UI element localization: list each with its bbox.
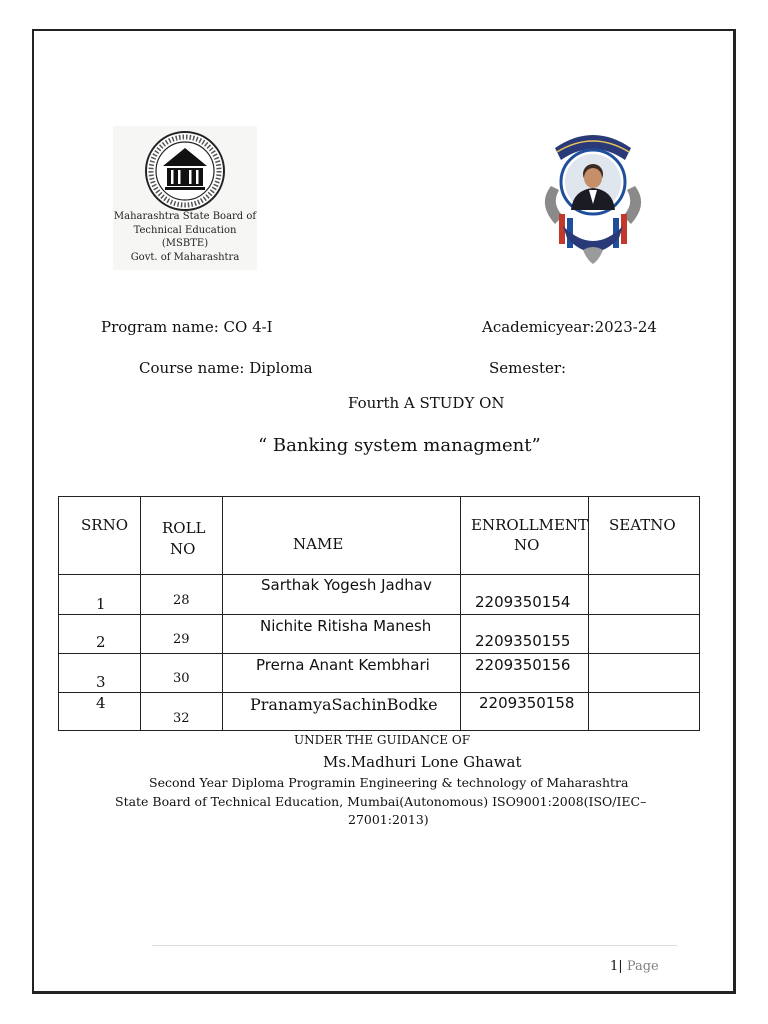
srno-cell	[59, 575, 141, 615]
seat-cell	[589, 575, 700, 615]
row-enrollment: 2209350156	[475, 656, 571, 674]
project-title: “ Banking system managment”	[258, 435, 541, 456]
table-row	[59, 615, 700, 654]
header-cell-name	[223, 497, 461, 575]
row-srno: 3	[96, 673, 106, 691]
name-cell	[223, 615, 461, 654]
srno-cell	[59, 693, 141, 731]
table-row	[59, 654, 700, 693]
row-srno: 4	[96, 694, 106, 712]
program-description-line: Second Year Diploma Programin Engineering & technology of Maharashtra	[149, 775, 629, 790]
page-label: Page	[626, 959, 659, 974]
page-separator: |	[618, 959, 623, 974]
student-table	[58, 496, 700, 731]
roll-cell	[141, 615, 223, 654]
header-roll: ROLL	[162, 519, 206, 537]
row-roll: 30	[173, 671, 190, 686]
program-name: Program name: CO 4-I	[101, 318, 273, 336]
footer-divider	[152, 945, 677, 946]
name-cell	[223, 654, 461, 693]
row-name: Nichite Ritisha Manesh	[260, 617, 432, 635]
srno-cell	[59, 615, 141, 654]
enrollment-cell	[461, 654, 589, 693]
header-seatno: SEATNO	[609, 516, 676, 534]
header-cell-srno	[59, 497, 141, 575]
study-line: Fourth A STUDY ON	[348, 394, 505, 412]
row-roll: 28	[173, 593, 190, 608]
header-srno: SRNO	[81, 516, 128, 534]
semester-label: Semester:	[489, 359, 567, 377]
seat-cell	[589, 654, 700, 693]
msbte-caption-line: Technical Education	[133, 224, 237, 236]
row-roll: 29	[173, 632, 190, 647]
institute-emblem-icon	[533, 126, 653, 270]
row-enrollment: 2209350158	[479, 694, 575, 712]
roll-cell	[141, 693, 223, 731]
roll-cell	[141, 575, 223, 615]
table-row	[59, 693, 700, 731]
table-header-row	[59, 497, 700, 575]
srno-cell	[59, 654, 141, 693]
row-name: PranamyaSachinBodke	[250, 695, 438, 714]
program-description-line: 27001:2013)	[348, 812, 429, 827]
guidance-label: UNDER THE GUIDANCE OF	[294, 733, 471, 747]
academic-year: Academicyear:2023-24	[482, 318, 657, 336]
row-enrollment: 2209350155	[475, 632, 571, 650]
msbte-caption-line: Govt. of Maharashtra	[130, 251, 240, 263]
header-enrollment: ENROLLMENT	[471, 516, 589, 534]
page-footer	[610, 959, 659, 974]
name-cell	[223, 693, 461, 731]
row-roll: 32	[173, 711, 190, 726]
row-name: Sarthak Yogesh Jadhav	[261, 576, 432, 594]
row-srno: 2	[96, 633, 106, 651]
msbte-seal-icon	[141, 130, 229, 212]
roll-cell	[141, 654, 223, 693]
msbte-caption-line: Maharashtra State Board of	[113, 211, 257, 222]
guide-name: Ms.Madhuri Lone Ghawat	[323, 753, 522, 771]
header-cell-enrollment	[461, 497, 589, 575]
msbte-logo	[113, 126, 257, 270]
row-enrollment: 2209350154	[475, 593, 571, 611]
table-row	[59, 575, 700, 615]
course-name: Course name: Diploma	[139, 359, 313, 377]
name-cell	[223, 575, 461, 615]
seat-cell	[589, 693, 700, 731]
msbte-caption-line: (MSBTE)	[161, 238, 209, 249]
row-name: Prerna Anant Kembhari	[256, 656, 430, 674]
header-enrollment-no: NO	[514, 536, 540, 554]
program-description-line: State Board of Technical Education, Mumbai(Autonomous) ISO9001:2008(ISO/IEC–	[115, 794, 647, 809]
enrollment-cell	[461, 615, 589, 654]
msbte-caption	[113, 210, 257, 264]
header-cell-seat	[589, 497, 700, 575]
enrollment-cell	[461, 575, 589, 615]
row-srno: 1	[96, 595, 106, 613]
seat-cell	[589, 615, 700, 654]
enrollment-cell	[461, 693, 589, 731]
institute-emblem	[533, 126, 653, 270]
header-cell-roll	[141, 497, 223, 575]
header-name: NAME	[293, 535, 344, 553]
page-number: 1	[610, 959, 619, 974]
header-roll-no: NO	[170, 540, 196, 558]
